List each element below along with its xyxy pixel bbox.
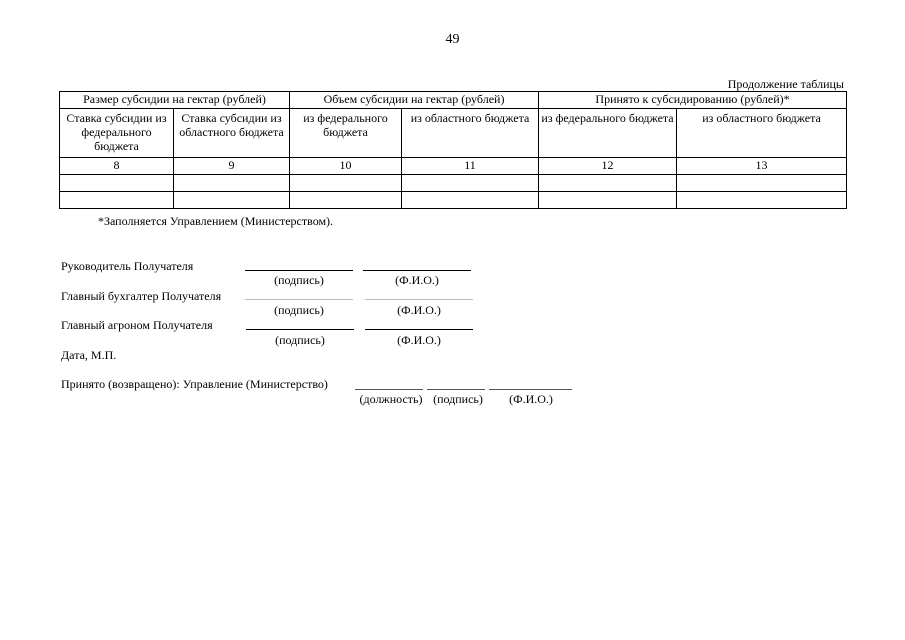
signature-line xyxy=(246,329,354,330)
table-row xyxy=(60,175,847,192)
sign-caption: (подпись) xyxy=(274,303,324,317)
sign-caption: (подпись) xyxy=(275,333,325,347)
name-caption: (Ф.И.О.) xyxy=(397,303,441,317)
name-line xyxy=(365,299,473,300)
group-header-volume: Объем субсидии на гектар (рублей) xyxy=(290,92,539,109)
table-group-header-row xyxy=(60,92,847,109)
signature-line xyxy=(427,389,485,390)
name-caption: (Ф.И.О.) xyxy=(397,333,441,347)
empty-cell xyxy=(677,175,847,192)
name-caption: (Ф.И.О.) xyxy=(509,392,553,406)
empty-cell xyxy=(60,192,174,209)
subheader-cell: из федерального бюджета xyxy=(539,109,677,158)
signature-label-agronomist: Главный агроном Получателя xyxy=(61,318,213,332)
signature-label-head: Руководитель Получателя xyxy=(61,259,194,273)
empty-cell xyxy=(539,192,677,209)
name-line xyxy=(365,329,473,330)
column-number: 9 xyxy=(174,158,290,175)
empty-cell xyxy=(290,175,402,192)
name-line xyxy=(363,270,471,271)
empty-cell xyxy=(402,192,539,209)
column-number: 13 xyxy=(677,158,847,175)
signature-line xyxy=(245,270,353,271)
column-number-row xyxy=(60,158,847,175)
page-number: 49 xyxy=(445,32,460,47)
empty-cell xyxy=(290,192,402,209)
column-number: 8 xyxy=(60,158,174,175)
subheader-cell: из областного бюджета xyxy=(677,109,847,158)
empty-cell xyxy=(402,175,539,192)
column-number: 10 xyxy=(290,158,402,175)
date-stamp-label: Дата, М.П. xyxy=(61,348,117,362)
table-row xyxy=(60,192,847,209)
name-caption: (Ф.И.О.) xyxy=(395,273,439,287)
subheader-cell: Ставка субсидии из областного бюджета xyxy=(174,109,290,158)
empty-cell xyxy=(174,175,290,192)
signature-line xyxy=(245,299,353,300)
group-header-accepted: Принято к субсидированию (рублей)* xyxy=(539,92,847,109)
footnote: *Заполняется Управлением (Министерством). xyxy=(98,214,334,228)
position-caption: (должность) xyxy=(359,392,423,406)
table-continuation-note: Продолжение таблицы xyxy=(727,77,844,91)
column-number: 11 xyxy=(402,158,539,175)
group-header-rate: Размер субсидии на гектар (рублей) xyxy=(60,92,290,109)
subheader-cell: Ставка субсидии из федерального бюджета xyxy=(60,109,174,158)
position-line xyxy=(355,389,423,390)
empty-cell xyxy=(539,175,677,192)
subsidy-table xyxy=(59,91,847,209)
table-subheader-row xyxy=(60,109,847,158)
empty-cell xyxy=(60,175,174,192)
empty-cell xyxy=(677,192,847,209)
signature-label-accountant: Главный бухгалтер Получателя xyxy=(61,289,222,303)
column-number: 12 xyxy=(539,158,677,175)
sign-caption: (подпись) xyxy=(274,273,324,287)
name-line xyxy=(489,389,572,390)
subheader-cell: из федерального бюджета xyxy=(290,109,402,158)
subheader-cell: из областного бюджета xyxy=(402,109,539,158)
empty-cell xyxy=(174,192,290,209)
sign-caption: (подпись) xyxy=(433,392,483,406)
accepted-label: Принято (возвращено): Управление (Министерство) xyxy=(61,377,328,391)
